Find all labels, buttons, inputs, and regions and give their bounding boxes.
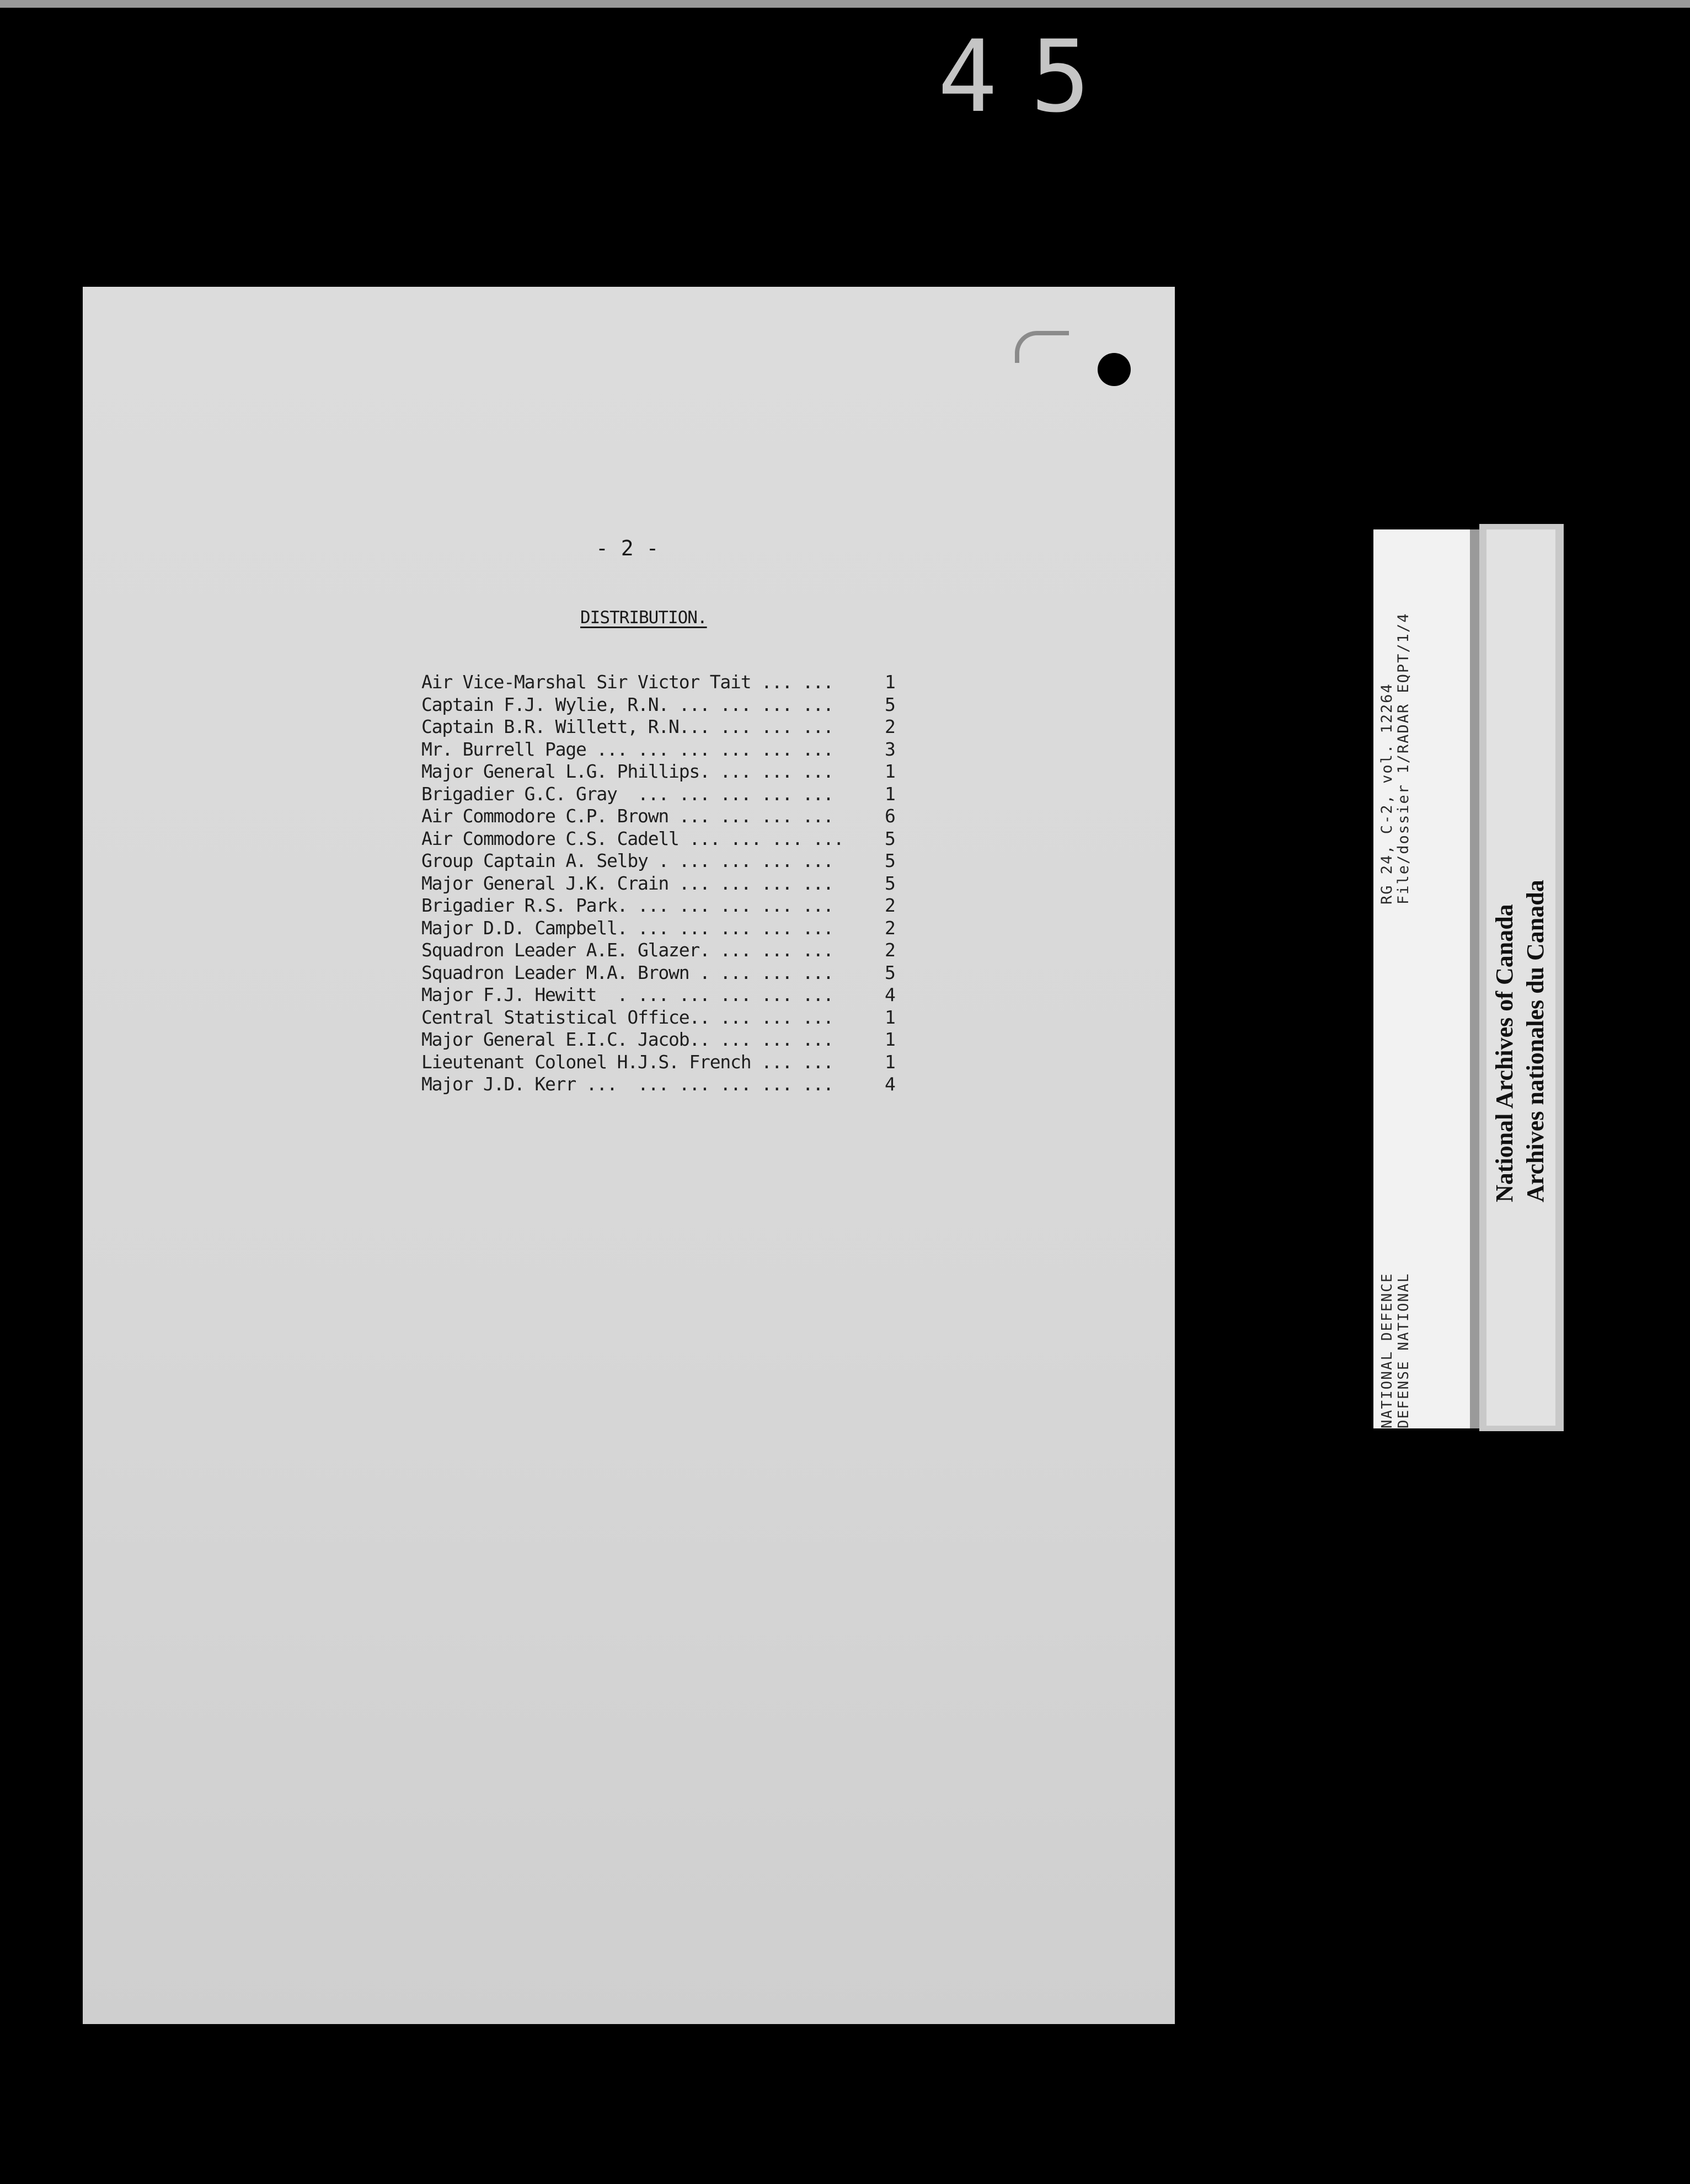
copy-count: 5 [885, 872, 895, 894]
reference-line-1: RG 24, C-2, vol. 12264 [1378, 683, 1395, 904]
recipient-name: Air Commodore C.P. Brown ... ... ... ... [421, 805, 833, 827]
recipient-name: Squadron Leader M.A. Brown . ... ... ... [421, 961, 833, 983]
copy-count: 5 [885, 850, 895, 871]
recipient-name: Group Captain A. Selby . ... ... ... ... [421, 850, 833, 871]
distribution-row [421, 939, 907, 962]
recipient-name: Major General L.G. Phillips. ... ... ... [421, 761, 833, 782]
distribution-heading [580, 601, 746, 634]
department-label [1379, 1208, 1412, 1428]
recipient-name: Major General E.I.C. Jacob.. ... ... ... [421, 1029, 833, 1050]
distribution-list [421, 671, 907, 1112]
copy-count: 1 [885, 1006, 895, 1028]
recipient-name: Major D.D. Campbell. ... ... ... ... ... [421, 917, 833, 939]
copy-count: 6 [885, 805, 895, 827]
reference-label [1379, 529, 1412, 904]
copy-count: 5 [885, 693, 895, 715]
recipient-name: Captain B.R. Willett, R.N... ... ... ... [421, 716, 833, 737]
distribution-heading-text: DISTRIBUTION. [580, 608, 707, 628]
distribution-row [421, 761, 907, 783]
recipient-name: Mr. Burrell Page ... ... ... ... ... ... [421, 738, 833, 760]
copy-count: 2 [885, 895, 895, 916]
copy-count: 2 [885, 917, 895, 939]
recipient-name: Brigadier R.S. Park. ... ... ... ... ... [421, 895, 833, 916]
copy-count: 3 [885, 738, 895, 760]
distribution-row [421, 1007, 907, 1029]
page-number: - 2 - [596, 536, 659, 560]
copy-count: 5 [885, 827, 895, 849]
copy-count: 5 [885, 961, 895, 983]
recipient-name: Lieutenant Colonel H.J.S. French ... ... [421, 1051, 833, 1073]
distribution-row [421, 917, 907, 940]
distribution-row [421, 1029, 907, 1051]
department-en: NATIONAL DEFENCE [1379, 1272, 1395, 1428]
distribution-row [421, 783, 907, 806]
recipient-name: Squadron Leader A.E. Glazer. ... ... ... [421, 939, 833, 961]
recipient-name: Air Vice-Marshal Sir Victor Tait ... ... [421, 671, 833, 693]
frame-number: 45 [938, 19, 1124, 135]
copy-count: 4 [885, 1073, 895, 1095]
copy-count: 4 [885, 984, 895, 1005]
punch-hole [1098, 353, 1131, 386]
archives-en: National Archives of Canada [1491, 904, 1518, 1202]
distribution-row [421, 962, 907, 984]
distribution-row [421, 1073, 907, 1096]
copy-count: 1 [885, 671, 895, 693]
copy-count: 2 [885, 716, 895, 737]
recipient-name: Captain F.J. Wylie, R.N. ... ... ... ... [421, 693, 833, 715]
distribution-row [421, 805, 907, 828]
recipient-name: Central Statistical Office.. ... ... ... [421, 1006, 833, 1028]
recipient-name: Major F.J. Hewitt . ... ... ... ... ... [421, 984, 833, 1005]
distribution-row [421, 738, 907, 761]
punch-mark [1015, 331, 1069, 363]
distribution-row [421, 850, 907, 872]
department-fr: DEFENSE NATIONAL [1395, 1272, 1412, 1428]
copy-count: 1 [885, 1029, 895, 1050]
distribution-row [421, 872, 907, 895]
recipient-name: Air Commodore C.S. Cadell ... ... ... ... [421, 827, 844, 849]
distribution-row [421, 671, 907, 694]
copy-count: 1 [885, 783, 895, 805]
distribution-row [421, 895, 907, 917]
distribution-row [421, 1051, 907, 1074]
copy-count: 2 [885, 939, 895, 961]
distribution-row [421, 716, 907, 738]
copy-count: 1 [885, 761, 895, 782]
recipient-name: Major General J.K. Crain ... ... ... ... [421, 872, 833, 894]
distribution-row [421, 828, 907, 850]
reference-line-2: File/dossier 1/RADAR EQPT/1/4 [1395, 612, 1412, 904]
copy-count: 1 [885, 1051, 895, 1073]
archives-label [1489, 783, 1551, 1202]
recipient-name: Major J.D. Kerr ... ... ... ... ... ... [421, 1073, 833, 1095]
archives-fr: Archives nationales du Canada [1522, 880, 1549, 1202]
film-top-rule [0, 0, 1690, 8]
distribution-row [421, 984, 907, 1007]
recipient-name: Brigadier G.C. Gray ... ... ... ... ... [421, 783, 833, 805]
distribution-row [421, 694, 907, 716]
